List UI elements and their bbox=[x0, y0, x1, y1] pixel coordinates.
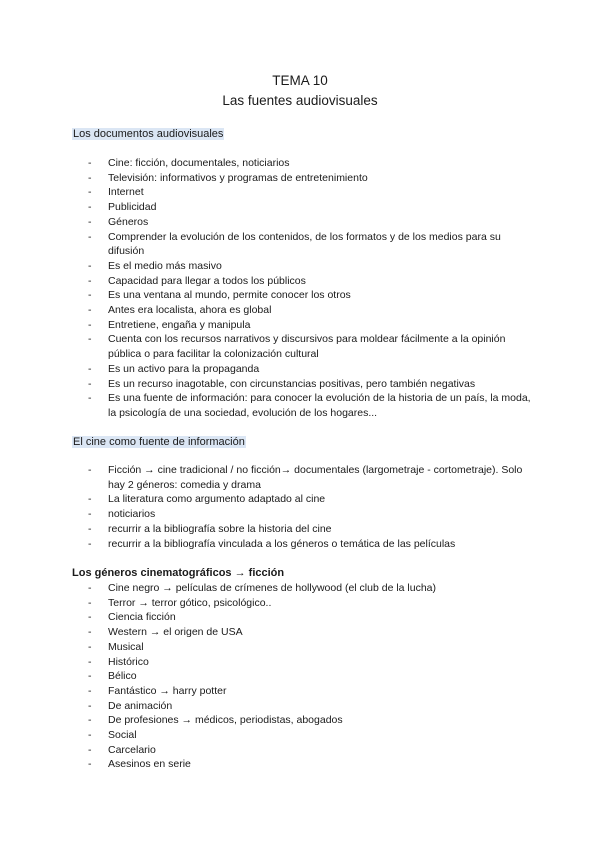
list-item: - recurrir a la bibliografía vinculada a los géneros o temática de las películas bbox=[88, 537, 538, 552]
list-item: - Fantástico → harry potter bbox=[88, 684, 538, 699]
list-item: - Comprender la evolución de los contenidos, de los formatos y de los medios para su difusión bbox=[88, 230, 538, 259]
list-item: - Capacidad para llegar a todos los públicos bbox=[88, 274, 538, 289]
list-item: - Carcelario bbox=[88, 743, 538, 758]
list-cine bbox=[88, 463, 538, 551]
list-item: - recurrir a la bibliografía sobre la historia del cine bbox=[88, 522, 538, 537]
document-subtitle: Las fuentes audiovisuales bbox=[222, 93, 378, 108]
section-heading-cine bbox=[72, 435, 246, 449]
list-item: - Es un recurso inagotable, con circunstancias positivas, pero también negativas bbox=[88, 377, 538, 392]
list-item: - Cine negro → películas de crímenes de hollywood (el club de la lucha) bbox=[88, 581, 538, 596]
list-item: - Antes era localista, ahora es global bbox=[88, 303, 538, 318]
list-item: - Western → el origen de USA bbox=[88, 625, 538, 640]
list-item: - noticiarios bbox=[88, 507, 538, 522]
section-heading-cine-text: El cine como fuente de información bbox=[73, 436, 245, 448]
section-heading-generos: Los géneros cinematográficos → ficción bbox=[72, 567, 285, 579]
list-item: - Géneros bbox=[88, 215, 538, 230]
list-item: - Ciencia ficción bbox=[88, 610, 538, 625]
document-title: TEMA 10 bbox=[272, 73, 328, 88]
list-documentos bbox=[88, 156, 538, 421]
list-item: - La literatura como argumento adaptado al cine bbox=[88, 492, 538, 507]
list-item: - Entretiene, engaña y manipula bbox=[88, 318, 538, 333]
list-item: - Social bbox=[88, 728, 538, 743]
list-item: - De profesiones → médicos, periodistas, abogados bbox=[88, 713, 538, 728]
list-item: - Publicidad bbox=[88, 200, 538, 215]
list-item: - Es una ventana al mundo, permite conocer los otros bbox=[88, 288, 538, 303]
list-generos bbox=[88, 581, 538, 772]
list-item: - Ficción → cine tradicional / no ficción→ documentales (largometraje - cortometraje). Solo hay 2 géneros: comedia y drama bbox=[88, 463, 538, 492]
list-item: - Es un activo para la propaganda bbox=[88, 362, 538, 377]
list-item: - Internet bbox=[88, 185, 538, 200]
list-item: - Cuenta con los recursos narrativos y discursivos para moldear fácilmente a la opinión pública o para facilitar la colonización cultural bbox=[88, 332, 538, 361]
list-item: - Terror → terror gótico, psicológico.. bbox=[88, 596, 538, 611]
list-item: - De animación bbox=[88, 699, 538, 714]
list-item: - Es el medio más masivo bbox=[88, 259, 538, 274]
list-item: - Televisión: informativos y programas de entretenimiento bbox=[88, 171, 538, 186]
list-item: - Histórico bbox=[88, 655, 538, 670]
section-heading-documentos bbox=[72, 127, 224, 141]
list-item: - Bélico bbox=[88, 669, 538, 684]
list-item: - Asesinos en serie bbox=[88, 757, 538, 772]
list-item: - Musical bbox=[88, 640, 538, 655]
section-heading-documentos-text: Los documentos audiovisuales bbox=[73, 128, 224, 140]
list-item: - Cine: ficción, documentales, noticiarios bbox=[88, 156, 538, 171]
list-item: - Es una fuente de información: para conocer la evolución de la historia de un país, la moda, la psicología de una sociedad, evolución de los hogares... bbox=[88, 391, 538, 420]
